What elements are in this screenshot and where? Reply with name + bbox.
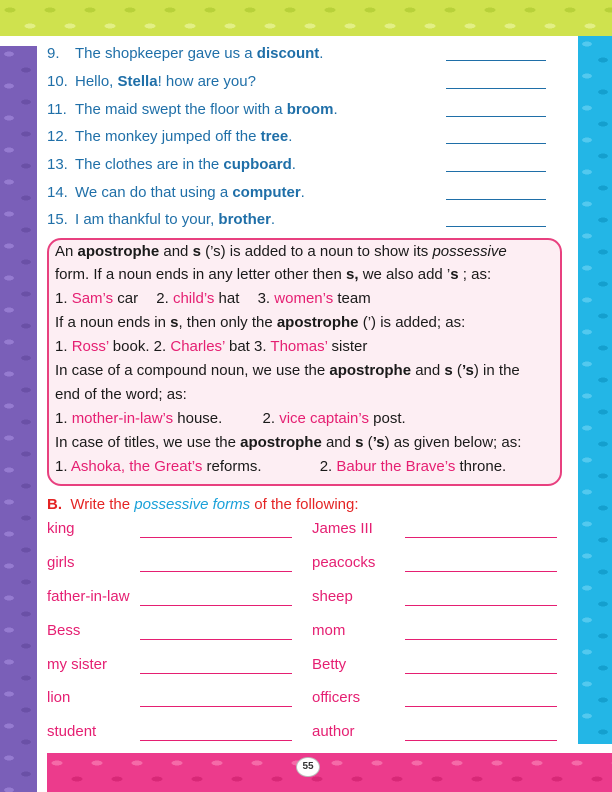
exercise-number: 14. bbox=[47, 184, 68, 201]
example-possessive: Charles’ bbox=[170, 338, 225, 355]
rule-text: (’s) is added to a noun to show its bbox=[200, 243, 433, 260]
exercise-item bbox=[47, 209, 557, 231]
example-text: reforms. bbox=[202, 458, 262, 475]
example-number: 2. bbox=[319, 458, 337, 475]
exercise-noun: brother bbox=[218, 211, 271, 228]
answer-blank[interactable] bbox=[446, 60, 546, 61]
rule-text: end of the word; as: bbox=[55, 386, 187, 403]
exercise-number: 11. bbox=[47, 101, 67, 118]
rule-line-6 bbox=[55, 432, 521, 454]
answer-blank[interactable] bbox=[140, 537, 292, 538]
word-item: peacocks bbox=[312, 554, 376, 571]
rule-line-5 bbox=[55, 384, 187, 406]
example-text: post. bbox=[368, 410, 406, 427]
answer-blank[interactable] bbox=[446, 199, 546, 200]
exercise-item bbox=[47, 43, 557, 65]
rule-text: and bbox=[159, 243, 193, 260]
rule-line-1 bbox=[55, 241, 507, 263]
left-decorative-band bbox=[0, 46, 37, 792]
section-letter: B. bbox=[47, 496, 62, 513]
rule-term: apostrophe bbox=[240, 434, 322, 451]
section-b-heading bbox=[47, 494, 359, 516]
answer-blank[interactable] bbox=[405, 673, 557, 674]
exercise-noun: tree bbox=[260, 128, 289, 145]
word-item: Bess bbox=[47, 622, 81, 639]
exercise-text-end: . bbox=[291, 156, 296, 173]
exercise-noun: discount bbox=[256, 45, 320, 62]
rule-term: apostrophe bbox=[77, 243, 160, 260]
example-possessive: vice captain’s bbox=[279, 410, 369, 427]
exercise-noun: cupboard bbox=[223, 156, 292, 173]
answer-blank[interactable] bbox=[140, 639, 292, 640]
example-possessive: Ashoka, the Great’s bbox=[70, 458, 203, 475]
rule-text: In case of a compound noun, we use the bbox=[55, 362, 330, 379]
exercise-noun: computer bbox=[232, 184, 301, 201]
answer-blank[interactable] bbox=[446, 171, 546, 172]
answer-blank[interactable] bbox=[140, 605, 292, 606]
exercise-number: 10. bbox=[47, 73, 68, 90]
example-text: team bbox=[333, 290, 371, 307]
exercise-item bbox=[47, 99, 557, 121]
rule-text: ( bbox=[452, 362, 462, 379]
rule-line-2 bbox=[55, 264, 491, 286]
answer-blank[interactable] bbox=[446, 88, 546, 89]
exercise-text: We can do that using a bbox=[75, 184, 233, 201]
rule-term-italic: possessive bbox=[432, 243, 507, 260]
top-decorative-band bbox=[0, 0, 612, 36]
exercise-text: The maid swept the floor with a bbox=[75, 101, 287, 118]
exercise-item bbox=[47, 71, 557, 93]
rule-term: s bbox=[450, 266, 459, 283]
word-item: lion bbox=[47, 689, 71, 706]
example-possessive: Sam’s bbox=[71, 290, 114, 307]
rule-text: we also add ’ bbox=[358, 266, 451, 283]
exercise-number: 9. bbox=[47, 45, 60, 62]
rule-text: An bbox=[55, 243, 78, 260]
answer-blank[interactable] bbox=[405, 571, 557, 572]
rule-text: In case of titles, we use the bbox=[55, 434, 241, 451]
exercise-text-end: . bbox=[319, 45, 324, 62]
exercise-text-end: . bbox=[300, 184, 305, 201]
exercise-text: The clothes are in the bbox=[75, 156, 224, 173]
example-number: 1. bbox=[55, 290, 72, 307]
section-term: possessive forms bbox=[134, 496, 251, 513]
answer-blank[interactable] bbox=[140, 706, 292, 707]
rule-text: and bbox=[321, 434, 356, 451]
example-possessive: Ross’ bbox=[71, 338, 109, 355]
rule-term: s bbox=[444, 362, 453, 379]
example-possessive: mother-in-law’s bbox=[71, 410, 174, 427]
rule-line-4 bbox=[55, 360, 520, 382]
answer-blank[interactable] bbox=[140, 673, 292, 674]
exercise-text: I am thankful to your, bbox=[75, 211, 219, 228]
exercise-item bbox=[47, 154, 557, 176]
answer-blank[interactable] bbox=[446, 116, 546, 117]
exercise-number: 15. bbox=[47, 211, 68, 228]
word-item: author bbox=[312, 723, 355, 740]
exercise-item bbox=[47, 126, 557, 148]
exercise-text: The shopkeeper gave us a bbox=[75, 45, 257, 62]
rule-text: ; as: bbox=[458, 266, 492, 283]
rule-term: apostrophe bbox=[276, 314, 359, 331]
example-number: 2. bbox=[262, 410, 280, 427]
rule-term: s bbox=[355, 434, 364, 451]
example-possessive: women’s bbox=[274, 290, 334, 307]
example-number: 1. bbox=[55, 338, 72, 355]
word-item: officers bbox=[312, 689, 361, 706]
rule-text: ) in the bbox=[473, 362, 520, 379]
rule-line-3 bbox=[55, 312, 465, 334]
rule-term: s bbox=[192, 243, 201, 260]
rule-text: ( bbox=[363, 434, 373, 451]
exercise-text: Hello, bbox=[75, 73, 118, 90]
word-item: girls bbox=[47, 554, 75, 571]
rule-example-line-3 bbox=[55, 408, 406, 430]
example-possessive: Babur the Brave’s bbox=[336, 458, 456, 475]
answer-blank[interactable] bbox=[405, 706, 557, 707]
rule-term: s bbox=[170, 314, 179, 331]
rule-text: , then only the bbox=[178, 314, 277, 331]
exercise-text-end: ! how are you? bbox=[157, 73, 256, 90]
rule-text: If a noun ends in bbox=[55, 314, 171, 331]
rule-text: form. If a noun ends in any letter other then bbox=[55, 266, 347, 283]
rule-example-line-2 bbox=[55, 336, 367, 358]
example-number: 2. bbox=[156, 290, 173, 307]
section-text: of the following: bbox=[250, 496, 359, 513]
example-possessive: child’s bbox=[172, 290, 215, 307]
exercise-number: 13. bbox=[47, 156, 68, 173]
rule-term: ’s bbox=[372, 434, 385, 451]
answer-blank[interactable] bbox=[140, 740, 292, 741]
word-item: king bbox=[47, 520, 75, 537]
rule-text: and bbox=[411, 362, 445, 379]
rule-term: s, bbox=[346, 266, 359, 283]
rule-example-line-4 bbox=[55, 456, 506, 478]
word-item: student bbox=[47, 723, 97, 740]
exercise-text-end: . bbox=[288, 128, 293, 145]
word-item: sheep bbox=[312, 588, 353, 605]
answer-blank[interactable] bbox=[405, 537, 557, 538]
word-item: father-in-law bbox=[47, 588, 130, 605]
example-text: book. 2. bbox=[108, 338, 171, 355]
section-text: Write the bbox=[70, 496, 135, 513]
answer-blank[interactable] bbox=[405, 605, 557, 606]
example-number: 3. bbox=[257, 290, 275, 307]
example-number: 1. bbox=[55, 458, 71, 475]
exercise-text-end: . bbox=[270, 211, 276, 228]
exercise-text-end: . bbox=[333, 101, 338, 118]
example-text: bat 3. bbox=[224, 338, 271, 355]
rule-term: ’s bbox=[461, 362, 474, 379]
rule-text: (’) is added; as: bbox=[358, 314, 466, 331]
right-decorative-band bbox=[578, 36, 612, 744]
word-item: my sister bbox=[47, 656, 107, 673]
bottom-decorative-band bbox=[47, 753, 612, 792]
example-number: 1. bbox=[55, 410, 72, 427]
rule-term: apostrophe bbox=[329, 362, 412, 379]
exercise-number: 12. bbox=[47, 128, 68, 145]
answer-blank[interactable] bbox=[405, 740, 557, 741]
word-item: mom bbox=[312, 622, 346, 639]
word-item: Betty bbox=[312, 656, 347, 673]
example-text: throne. bbox=[455, 458, 507, 475]
answer-blank[interactable] bbox=[140, 571, 292, 572]
answer-blank[interactable] bbox=[446, 143, 546, 144]
page-number: 55 bbox=[296, 757, 320, 777]
example-text: house. bbox=[173, 410, 223, 427]
rule-example-line-1 bbox=[55, 288, 371, 310]
answer-blank[interactable] bbox=[405, 639, 557, 640]
example-text: sister bbox=[327, 338, 368, 355]
rule-text: ) as given below; as: bbox=[384, 434, 522, 451]
word-item: James III bbox=[312, 520, 373, 537]
exercise-noun: Stella bbox=[117, 73, 158, 90]
exercise-noun: broom bbox=[286, 101, 334, 118]
example-text: hat bbox=[214, 290, 240, 307]
example-text: car bbox=[113, 290, 139, 307]
answer-blank[interactable] bbox=[446, 226, 546, 227]
exercise-item bbox=[47, 182, 557, 204]
exercise-text: The monkey jumped off the bbox=[75, 128, 261, 145]
example-possessive: Thomas’ bbox=[270, 338, 328, 355]
